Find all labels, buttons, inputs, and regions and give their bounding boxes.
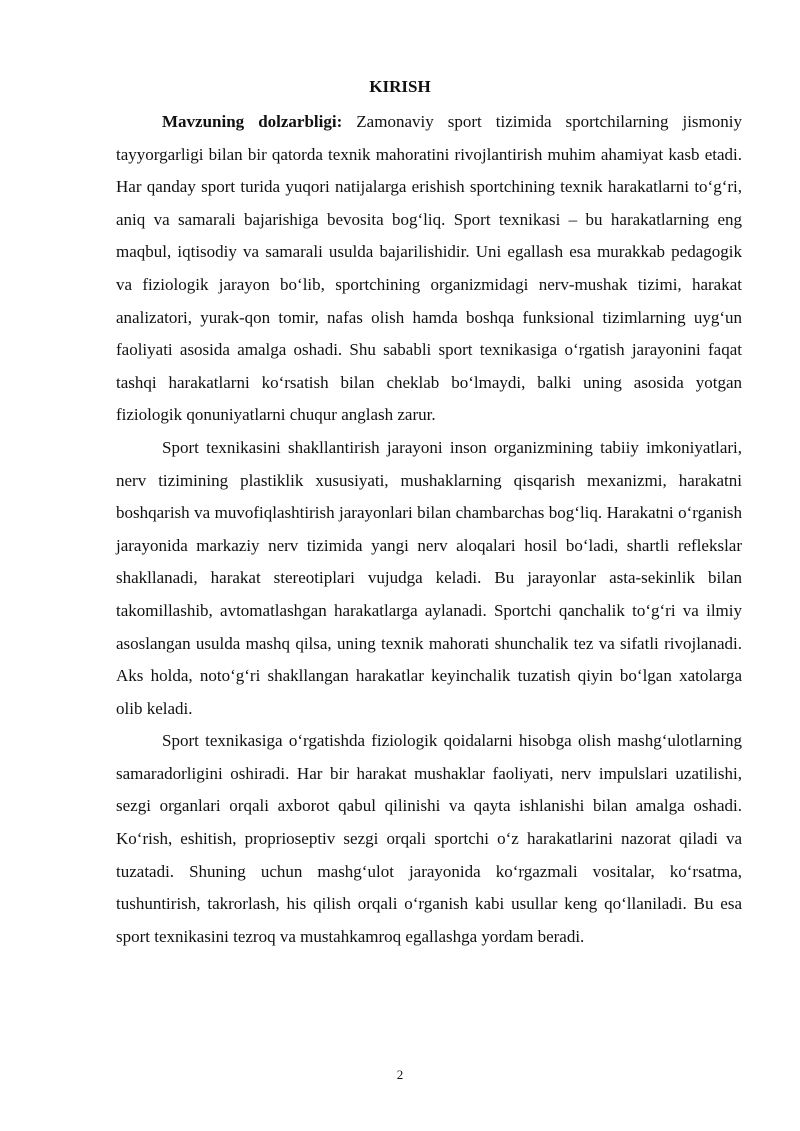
relevance-label: Mavzuning dolzarbligi: <box>162 112 343 131</box>
paragraph-physiological-rules: Sport texnikasiga o‘rgatishda fiziologik qoidalarni hisobga olish mashg‘ulotlarning samaradorligini oshiradi. Har bir harakat mushaklar faoliyati, nerv impulslari uzatilishi, sezgi organlari orqali axborot qabul qilinishi va qayta ishlanishi bilan amalga oshadi. Ko‘rish, eshitish, proprioseptiv sezgi orqali sportchi o‘z harakatlarini nazorat qiladi va tuzatadi. Shuning uchun mashg‘ulot jarayonida ko‘rgazmali vositalar, ko‘rsatma, tushuntirish, takrorlash, his qilish orqali o‘rganish kabi usullar keng qo‘llaniladi. Bu esa sport texnikasini tezroq va mustahkamroq egallashga yordam beradi. <box>116 731 742 946</box>
paragraph-text: Zamonaviy sport tizimida sportchilarning jismoniy tayyorgarligi bilan bir qatorda texnik mahoratini rivojlantirish muhim ahamiyat kasb etadi. Har qanday sport turida yuqori natijalarga erishish sportchining texnik harakatlarni to‘g‘ri, aniq va samarali bajarishiga bevosita bog‘liq. Sport texnikasi – bu harakatlarning eng maqbul, iqtisodiy va samarali usulda bajarilishidir. Uni egallash esa murakkab pedagogik va fiziologik jarayon bo‘lib, sportchining organizmidagi nerv-mushak tizimi, harakat analizatori, yurak-qon tomir, nafas olish hamda boshqa funksional tizimlarning uyg‘un faoliyati asosida amalga oshadi. Shu sababli sport texnikasiga o‘rgatish jarayonini faqat tashqi harakatlarni ko‘rsatish bilan cheklab bo‘lmaydi, balki uning asosida yotgan fiziologik qonuniyatlarni chuqur anglash zarur. <box>116 112 742 425</box>
page-title: KIRISH <box>369 77 431 96</box>
page-number: 2 <box>396 1067 404 1082</box>
paragraph-technique-formation: Sport texnikasini shakllantirish jarayoni inson organizmining tabiiy imkoniyatlari, nerv tizimining plastiklik xususiyati, mushaklarning qisqarish mexanizmi, harakatni boshqarish va muvofiqlashtirish jarayonlari bilan chambarchas bog‘liq. Harakatni o‘rganish jarayonida markaziy nerv tizimida yangi nerv aloqalari hosil bo‘ladi, shartli reflekslar shakllanadi, harakat stereotiplari vujudga keladi. Bu jarayonlar asta-sekinlik bilan takomillashib, avtomatlashgan harakatlarga aylanadi. Sportchi qanchalik to‘g‘ri va ilmiy asoslangan usulda mashq qilsa, uning texnik mahorati shunchalik tez va sifatli rivojlanadi. Aks holda, noto‘g‘ri shakllangan harakatlar keyinchalik tuzatish qiyin bo‘lgan xatolarga olib keladi. <box>116 437 742 718</box>
body-text <box>116 106 742 953</box>
paragraph-relevance <box>116 106 742 432</box>
